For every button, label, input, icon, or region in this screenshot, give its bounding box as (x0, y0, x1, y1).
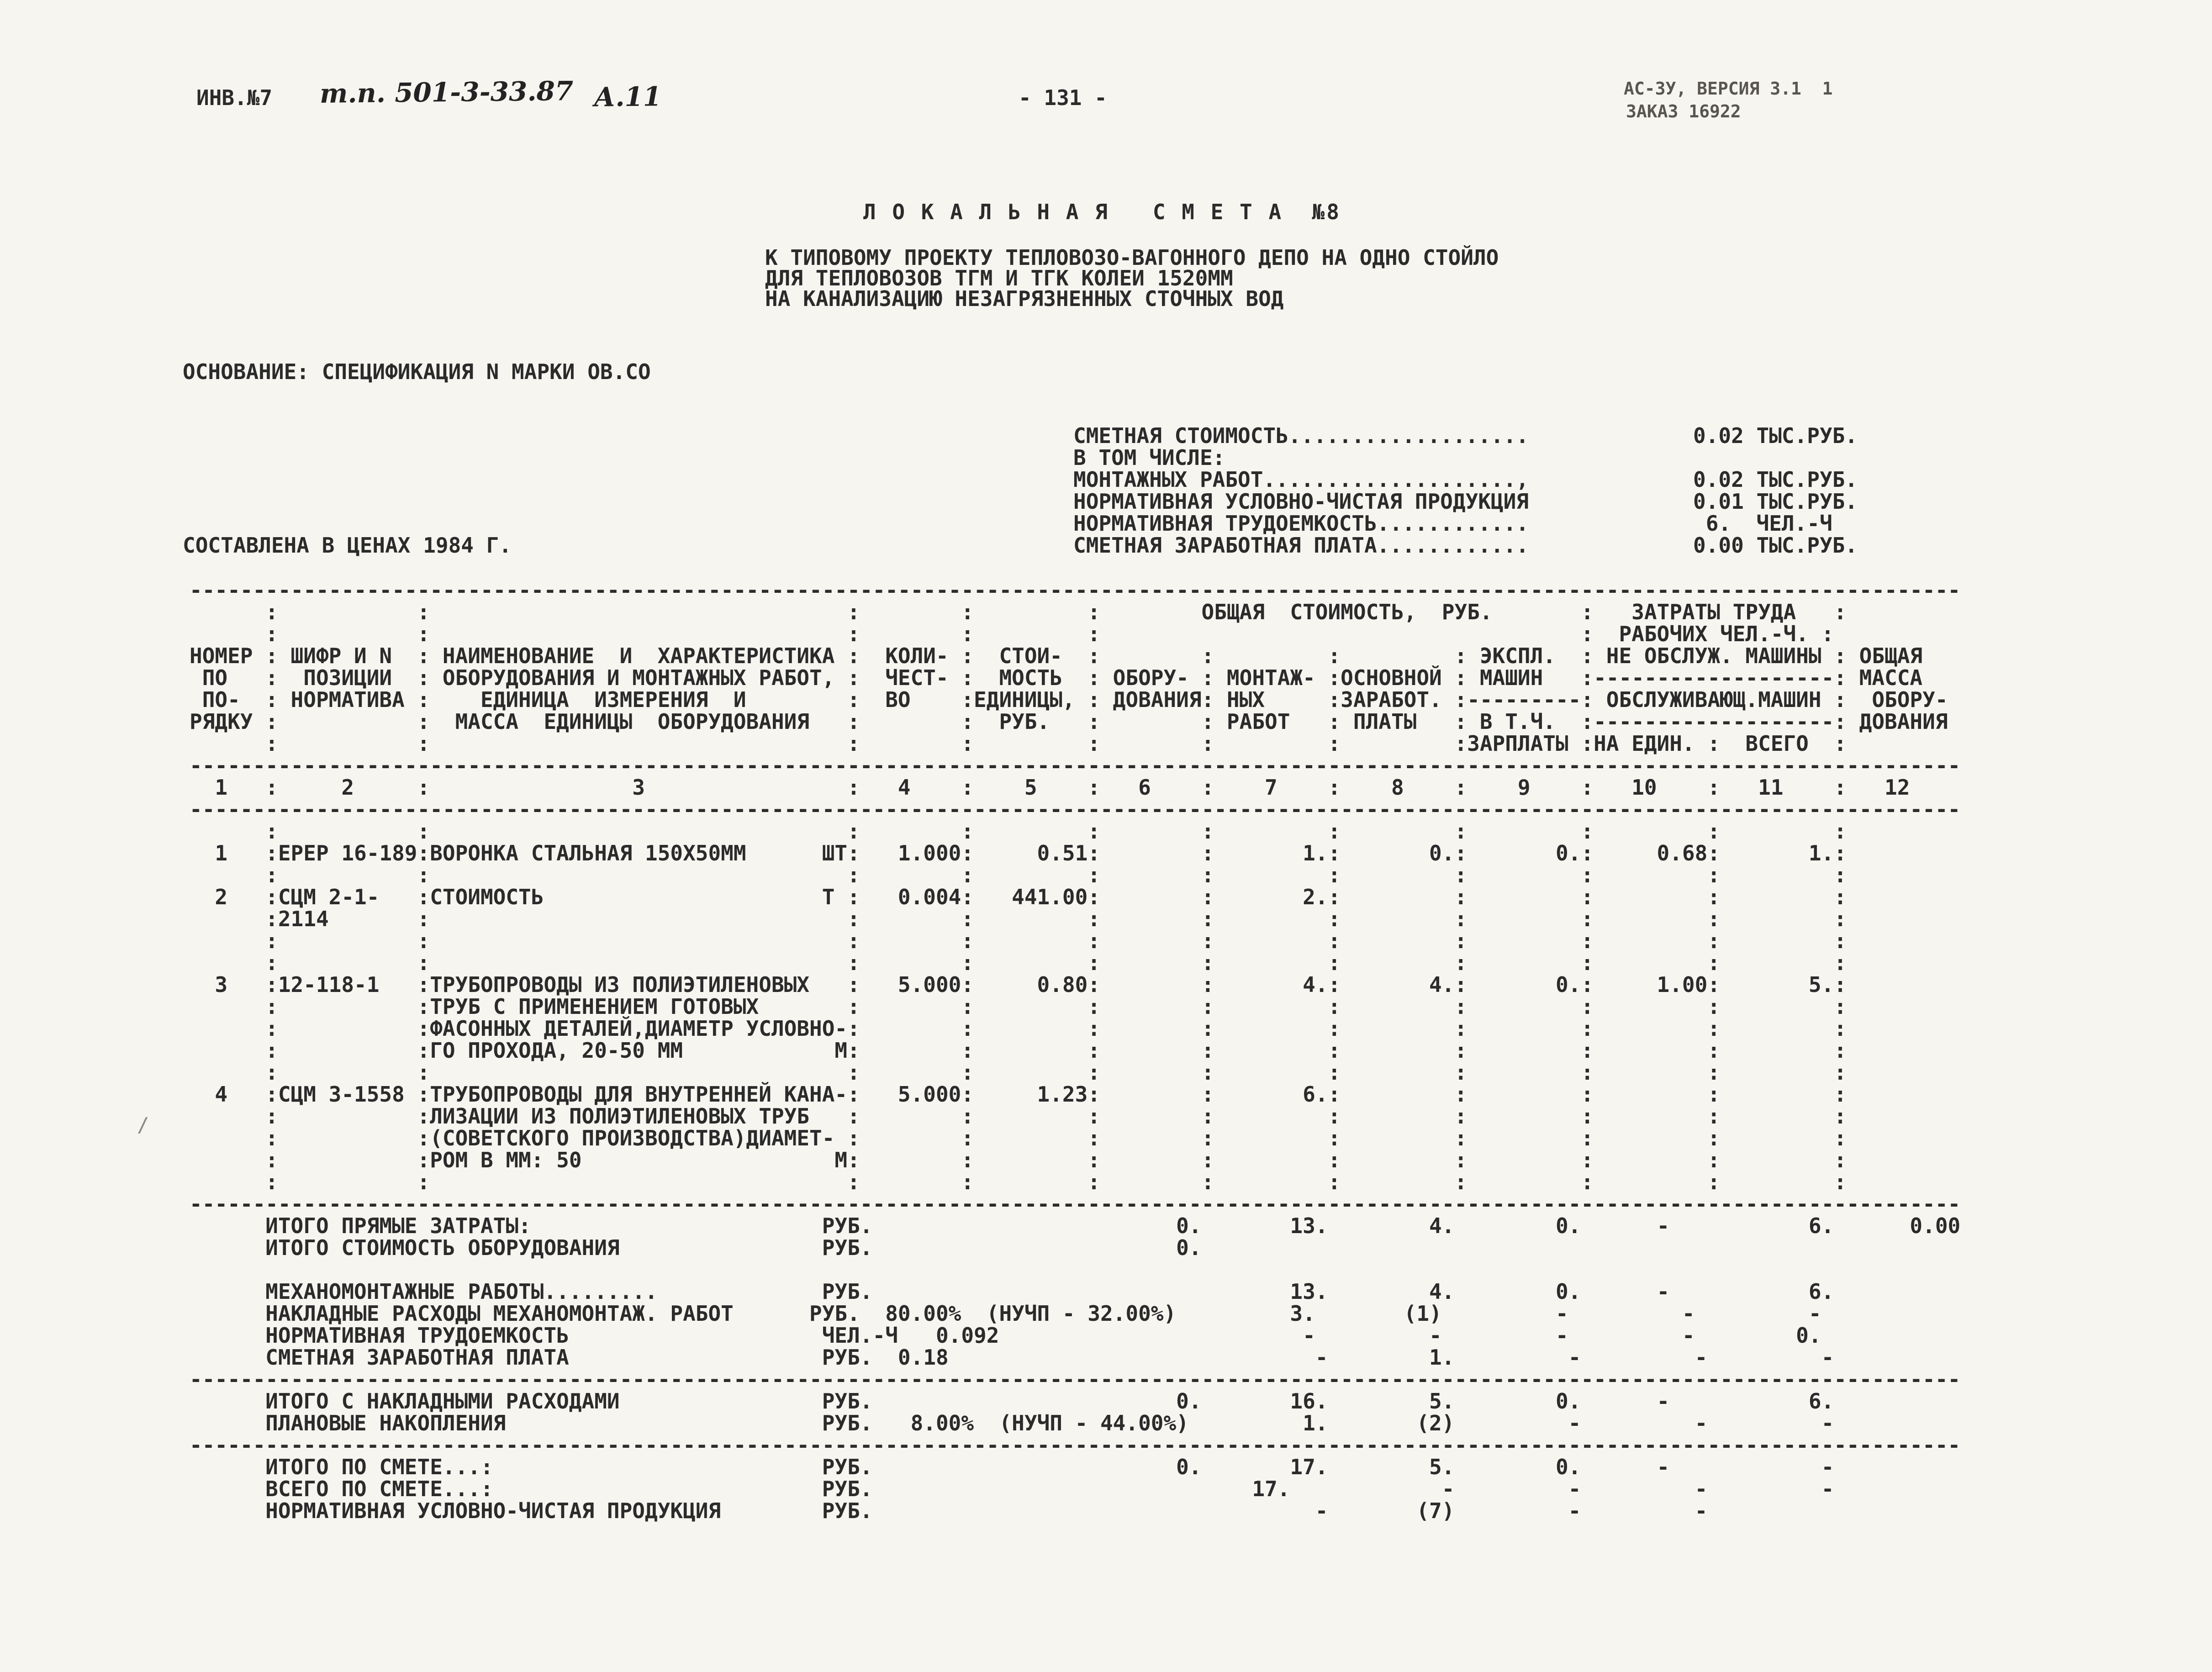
table-line: ПО- : НОРМАТИВА : ЕДИНИЦА ИЗМЕРЕНИЯ И : ВО :ЕДИНИЦЫ, : ДОВАНИЯ: НЫХ :ЗАРАБОТ. :---------: ОБСЛУЖИВАЮЩ.МАШИН : ОБОРУ- (190, 687, 1961, 712)
table-line: НОРМАТИВНАЯ ТРУДОЕМКОСТЬ ЧЕЛ.-Ч 0.092 - - - - 0. (190, 1323, 1821, 1348)
table-line: ИТОГО ПО СМЕТЕ...: РУБ. 0. 17. 5. 0. - - (190, 1455, 1834, 1479)
cost-summary-line: СМЕТНАЯ ЗАРАБОТНАЯ ПЛАТА............ 0.00 ТЫС.РУБ. (1073, 533, 1858, 558)
table-line: МЕХАНОМОНТАЖНЫЕ РАБОТЫ......... РУБ. 13. 4. 0. - 6. (190, 1279, 1834, 1304)
table-line: СМЕТНАЯ ЗАРАБОТНАЯ ПЛАТА РУБ. 0.18 - 1. - - - (190, 1345, 1834, 1370)
cost-summary-block (1073, 425, 1858, 556)
table-line: ИТОГО СТОИМОСТЬ ОБОРУДОВАНИЯ РУБ. 0. (190, 1235, 1202, 1260)
table-line: : :ТРУБ С ПРИМЕНЕНИЕМ ГОТОВЫХ : : : : : : : : : (190, 994, 1961, 1019)
subtitle-line: ДЛЯ ТЕПЛОВОЗОВ ТГМ И ТГК КОЛЕИ 1520ММ (765, 266, 1233, 290)
system-version-line: АС-ЗУ, ВЕРСИЯ 3.1 1 (1624, 79, 1833, 99)
table-line: : : : : : : : : : : : (190, 1170, 1961, 1194)
table-line: : :ЛИЗАЦИИ ИЗ ПОЛИЭТИЛЕНОВЫХ ТРУБ : : : : : : : : : (190, 1104, 1961, 1129)
table-line: 4 :СЦМ 3-1558 :ТРУБОПРОВОДЫ ДЛЯ ВНУТРЕННЕЙ КАНА-: 5.000: 1.23: : 6.: : : : : (190, 1082, 1961, 1107)
table-line: 3 :12-118-1 :ТРУБОПРОВОДЫ ИЗ ПОЛИЭТИЛЕНОВЫХ : 5.000: 0.80: : 4.: 4.: 0.: 1.00: 5.: (190, 972, 1961, 997)
table-line: -------------------------------------------------------------------------------------------------------------------------------------------- (190, 797, 1961, 822)
compiled-in-prices-line: СОСТАВЛЕНА В ЦЕНАХ 1984 Г. (183, 533, 512, 558)
order-number-line: ЗАКАЗ 16922 (1626, 101, 1741, 121)
table-line: РЯДКУ : : МАССА ЕДИНИЦЫ ОБОРУДОВАНИЯ : : РУБ. : : РАБОТ : ПЛАТЫ : В Т.Ч. :-------------------: ДОВАНИЯ (190, 709, 1961, 734)
table-line: 1 :ЕРЕР 16-189:ВОРОНКА СТАЛЬНАЯ 150Х50ММ ШТ: 1.000: 0.51: : 1.: 0.: 0.: 0.68: 1.: (190, 841, 1961, 865)
table-line: 1 : 2 : 3 : 4 : 5 : 6 : 7 : 8 : 9 : 10 : 11 : 12 (190, 775, 1961, 800)
table-line: : : : : : : : : : : : (190, 928, 1961, 953)
table-line: -------------------------------------------------------------------------------------------------------------------------------------------- (190, 1192, 1961, 1216)
table-line: 2 :СЦМ 2-1- :СТОИМОСТЬ Т : 0.004: 441.00: : 2.: : : : : (190, 885, 1961, 909)
table-line: : : : : : : : : : : : (190, 1060, 1961, 1085)
table-line: НАКЛАДНЫЕ РАСХОДЫ МЕХАНОМОНТАЖ. РАБОТ РУБ. 80.00% (НУЧП - 32.00%) 3. (1) - - - (190, 1301, 1821, 1326)
document-title: Л О К А Л Ь Н А Я С М Е Т А №8 (863, 200, 1341, 224)
table-line: -------------------------------------------------------------------------------------------------------------------------------------------- (190, 1433, 1961, 1457)
cost-summary-line: В ТОМ ЧИСЛЕ: (1073, 445, 1225, 470)
table-line: НОРМАТИВНАЯ УСЛОВНО-ЧИСТАЯ ПРОДУКЦИЯ РУБ. - (7) - - (190, 1498, 1708, 1523)
table-line: ИТОГО ПРЯМЫЕ ЗАТРАТЫ: РУБ. 0. 13. 4. 0. - 6. 0.00 (190, 1213, 1961, 1238)
inventory-number: ИНВ.№7 (196, 85, 273, 110)
page-number: - 131 - (1019, 85, 1107, 110)
basis-line: ОСНОВАНИЕ: СПЕЦИФИКАЦИЯ N МАРКИ ОВ.СО (183, 359, 651, 384)
cost-summary-line: СМЕТНАЯ СТОИМОСТЬ................... 0.02 ТЫС.РУБ. (1073, 423, 1858, 448)
cost-summary-line: НОРМАТИВНАЯ ТРУДОЕМКОСТЬ............ 6. ЧЕЛ.-Ч (1073, 511, 1832, 536)
table-line: НОМЕР : ШИФР И N : НАИМЕНОВАНИЕ И ХАРАКТЕРИСТИКА : КОЛИ- : СТОИ- : : : : ЭКСПЛ. : НЕ ОБСЛУЖ. МАШИНЫ : ОБЩАЯ (190, 643, 1961, 668)
table-line: ПО : ПОЗИЦИИ : ОБОРУДОВАНИЯ И МОНТАЖНЫХ РАБОТ, : ЧЕСТ- : МОСТЬ : ОБОРУ- : МОНТАЖ- :ОСНОВНОЙ : МАШИН :-------------------: МАССА (190, 665, 1961, 690)
table-line: :2114 : : : : : : : : : : (190, 907, 1961, 931)
stray-pen-mark: / (137, 1113, 149, 1137)
sheet-code-handwritten: А.11 (593, 81, 662, 113)
table-line: -------------------------------------------------------------------------------------------------------------------------------------------- (190, 753, 1961, 778)
table-line: : : : : : : РАБОЧИХ ЧЕЛ.-Ч. : (190, 622, 1948, 646)
table-line: : : : : : : : : : : : (190, 819, 1961, 844)
document-subtitle (765, 245, 1499, 311)
cost-summary-line: НОРМАТИВНАЯ УСЛОВНО-ЧИСТАЯ ПРОДУКЦИЯ 0.01 ТЫС.РУБ. (1073, 489, 1858, 514)
table-line: -------------------------------------------------------------------------------------------------------------------------------------------- (190, 1367, 1961, 1392)
subtitle-line: НА КАНАЛИЗАЦИЮ НЕЗАГРЯЗНЕННЫХ СТОЧНЫХ ВОД (765, 286, 1284, 311)
cost-summary-line: МОНТАЖНЫХ РАБОТ...................., 0.02 ТЫС.РУБ. (1073, 467, 1858, 492)
project-code-handwritten: т.п. 501-3-33.87 (319, 75, 574, 109)
table-line: : :ГО ПРОХОДА, 20-50 ММ М: : : : : : : : : (190, 1038, 1961, 1063)
table-line: : :ФАСОННЫХ ДЕТАЛЕЙ,ДИАМЕТР УСЛОВНО-: : : : : : : : : (190, 1016, 1961, 1041)
table-line: : : : : : : : : : : : (190, 863, 1961, 887)
table-line: : : : : : : : :ЗАРПЛАТЫ :НА ЕДИН. : ВСЕГО : (190, 731, 1961, 756)
subtitle-line: К ТИПОВОМУ ПРОЕКТУ ТЕПЛОВОЗО-ВАГОННОГО ДЕПО НА ОДНО СТОЙЛО (765, 245, 1499, 270)
table-line: ИТОГО С НАКЛАДНЫМИ РАСХОДАМИ РУБ. 0. 16. 5. 0. - 6. (190, 1389, 1834, 1414)
table-line: : :(СОВЕТСКОГО ПРОИЗВОДСТВА)ДИАМЕТ- : : : : : : : : : (190, 1126, 1961, 1150)
table-line (190, 1259, 1960, 1281)
table-line: -------------------------------------------------------------------------------------------------------------------------------------------- (190, 578, 1961, 602)
table-line: : : : : : : : : : : : (190, 950, 1961, 975)
table-line: ВСЕГО ПО СМЕТЕ...: РУБ. 17. - - - - (190, 1477, 1834, 1501)
table-line: : : : : : ОБЩАЯ СТОИМОСТЬ, РУБ. : ЗАТРАТЫ ТРУДА : (190, 600, 1961, 624)
table-line: ПЛАНОВЫЕ НАКОПЛЕНИЯ РУБ. 8.00% (НУЧП - 44.00%) 1. (2) - - - (190, 1411, 1834, 1435)
table-line: : :РОМ В ММ: 50 М: : : : : : : : : (190, 1148, 1961, 1172)
estimate-table (190, 579, 1960, 1522)
